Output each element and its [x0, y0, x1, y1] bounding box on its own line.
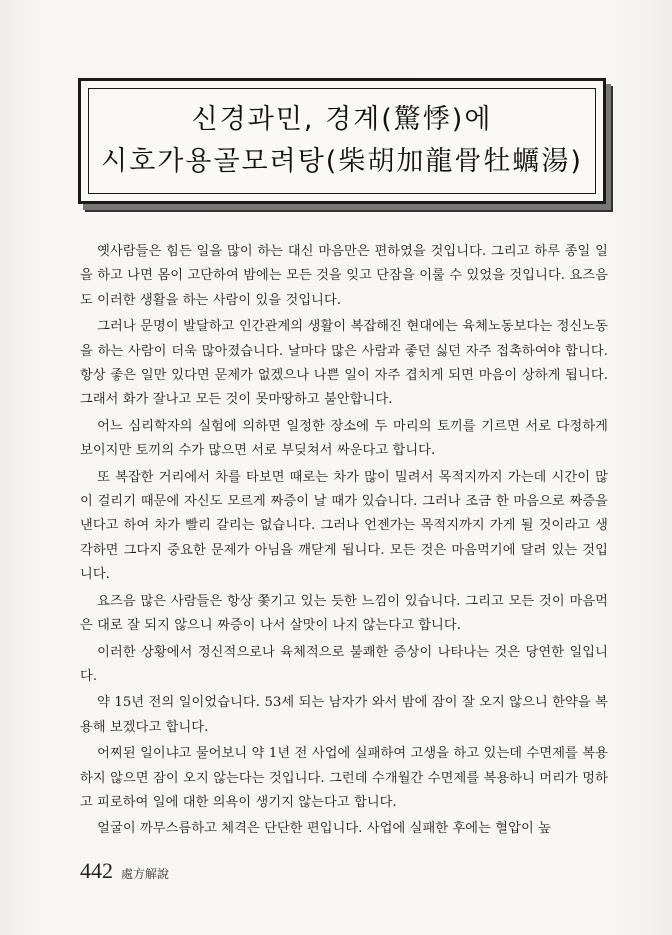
- chapter-title-inner-frame: [88, 88, 596, 194]
- paragraph: 또 복잡한 거리에서 차를 타보면 때로는 차가 많이 밀려서 목적지까지 가는데 시간이 많이 걸리기 때문에 자신도 모르게 짜증이 날 때가 있습니다. 그러나 조금 한 마음으로 짜증을 낸다고 하여 차가 빨리 갈리는 없습니다. 그러나 언젠가는 목적지까지 가게 될 것이라고 생각하면 그다지 중요한 문제가 아님을 깨닫게 됩니다. 모든 것은 마음먹기에 달려 있는 것입니다.: [80, 469, 608, 583]
- paragraph: 약 15년 전의 일이었습니다. 53세 되는 남자가 와서 밤에 잠이 잘 오지 않으니 한약을 복용해 보겠다고 합니다.: [80, 695, 608, 735]
- paragraph: 그러나 문명이 발달하고 인간관계의 생활이 복잡해진 현대에는 육체노동보다는 정신노동을 하는 사람이 더욱 많아졌습니다. 날마다 많은 사람과 좋던 싫던 자주 접촉하여야 합니다. 항상 좋은 일만 있다면 문제가 없겠으나 나쁜 일이 자주 겹치게 되면 마음이 상하게 됩니다. 그래서 화가 잘나고 모든 것이 못마땅하고 불안합니다.: [80, 319, 608, 408]
- chapter-title-box: [78, 78, 606, 204]
- section-name: 處方解說: [121, 867, 170, 881]
- chapter-title-line-2: 시호가용골모려탕(柴胡加龍骨牡蠣湯): [101, 146, 583, 177]
- page-number: 442: [80, 858, 113, 883]
- body-text: [80, 240, 608, 844]
- paragraph: 어느 심리학자의 실험에 의하면 일정한 장소에 두 마리의 토끼를 기르면 서로 다정하게 보이지만 토끼의 수가 많으면 서로 부딪쳐서 싸운다고 합니다.: [80, 418, 608, 459]
- page-footer: [80, 858, 169, 884]
- chapter-title-line-1: 신경과민, 경계(驚悸)에: [191, 104, 493, 135]
- paragraph: 얼굴이 까무스름하고 체격은 단단한 편입니다. 사업에 실패한 후에는 혈압이 높: [97, 821, 551, 837]
- paragraph: 이러한 상황에서 정신적으로나 육체적으로 불쾌한 증상이 나타나는 것은 당연한 일입니다.: [80, 644, 608, 684]
- paragraph: 요즈음 많은 사람들은 항상 쫓기고 있는 듯한 느낌이 있습니다. 그리고 모든 것이 마음먹은 대로 잘 되지 않으니 짜증이 나서 살맛이 나지 않는다고 합니다.: [80, 593, 608, 634]
- paragraph: 옛사람들은 힘든 일을 많이 하는 대신 마음만은 편하였을 것입니다. 그리고 하루 종일 일을 하고 나면 몸이 고단하여 밤에는 모든 것을 잊고 단잠을 이룰 수 있었을 것입니다. 요즈음도 이러한 생활을 하는 사람이 있을 것입니다.: [80, 244, 608, 308]
- paragraph: 어찌된 일이냐고 물어보니 약 1년 전 사업에 실패하여 고생을 하고 있는데 수면제를 복용하지 않으면 잠이 오지 않는다는 것입니다. 그런데 수개월간 수면제를 복용하니 머리가 멍하고 피로하여 일에 대한 의욕이 생기지 않는다고 합니다.: [80, 746, 608, 810]
